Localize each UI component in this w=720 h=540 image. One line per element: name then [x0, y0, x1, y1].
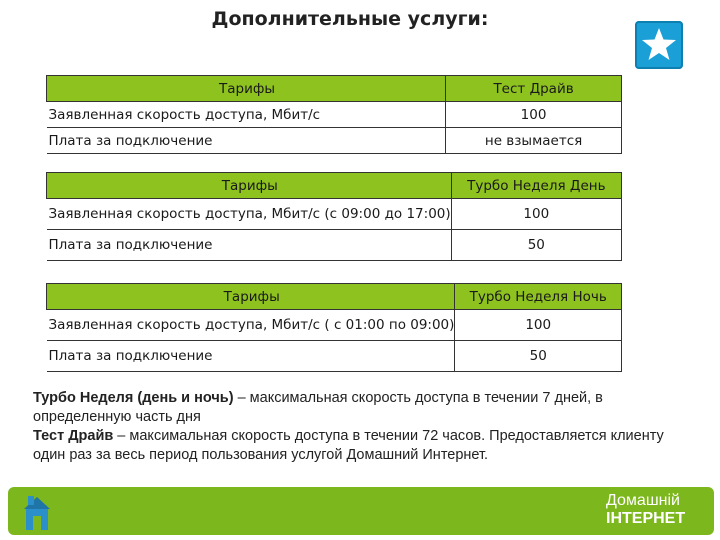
table-row: [47, 341, 622, 372]
row-label: Плата за подключение: [47, 341, 455, 372]
star-icon: [640, 25, 678, 63]
row-label: Плата за подключение: [47, 230, 452, 261]
row-value: 50: [451, 230, 621, 261]
brand-line-2: IНТЕРНЕТ: [606, 510, 686, 527]
note-text-turbo: – максимальная скорость доступа в течении 7 дней, в определенную часть дня: [33, 390, 603, 425]
row-value: не взымается: [446, 128, 622, 154]
row-label: Заявленная скорость доступа, Мбит/с (с 09:00 до 17:00): [47, 199, 452, 230]
row-value: 100: [446, 102, 622, 128]
table-row: [47, 230, 622, 261]
note-text-test-drive: – максимальная скорость доступа в течении 72 часов. Предоставляется клиенту один раз за весь период пользования услугой Домашний Интернет.: [33, 428, 664, 463]
table-header-row: [47, 284, 622, 310]
row-value: 100: [451, 199, 621, 230]
page-title: Дополнительные услуги:: [211, 8, 489, 30]
notes-paragraph: [33, 389, 693, 465]
header-tariff-name: Турбо Неделя Ночь: [455, 284, 622, 310]
table-row: [47, 128, 622, 154]
tariff-table-test-drive: [46, 75, 622, 154]
note-term-test-drive: Тест Драйв: [33, 428, 114, 444]
header-label: Тарифы: [47, 76, 446, 102]
row-label: Плата за подключение: [47, 128, 446, 154]
header-label: Тарифы: [47, 284, 455, 310]
brand-line-1: Домашнiй: [606, 492, 680, 509]
row-value: 100: [455, 310, 622, 341]
tariff-table-turbo-day: [46, 172, 622, 261]
note-term-turbo: Турбо Неделя (день и ночь): [33, 390, 234, 406]
header-label: Тарифы: [47, 173, 452, 199]
table-header-row: [47, 173, 622, 199]
header-tariff-name: Тест Драйв: [446, 76, 622, 102]
table-row: [47, 199, 622, 230]
row-value: 50: [455, 341, 622, 372]
house-icon: [22, 494, 52, 532]
tariff-table-turbo-night: [46, 283, 622, 372]
logo: [635, 21, 683, 69]
table-row: [47, 102, 622, 128]
row-label: Заявленная скорость доступа, Мбит/с ( с 01:00 по 09:00): [47, 310, 455, 341]
table-row: [47, 310, 622, 341]
row-label: Заявленная скорость доступа, Мбит/с: [47, 102, 446, 128]
table-header-row: [47, 76, 622, 102]
brand-logo: [606, 492, 685, 528]
header-tariff-name: Турбо Неделя День: [451, 173, 621, 199]
